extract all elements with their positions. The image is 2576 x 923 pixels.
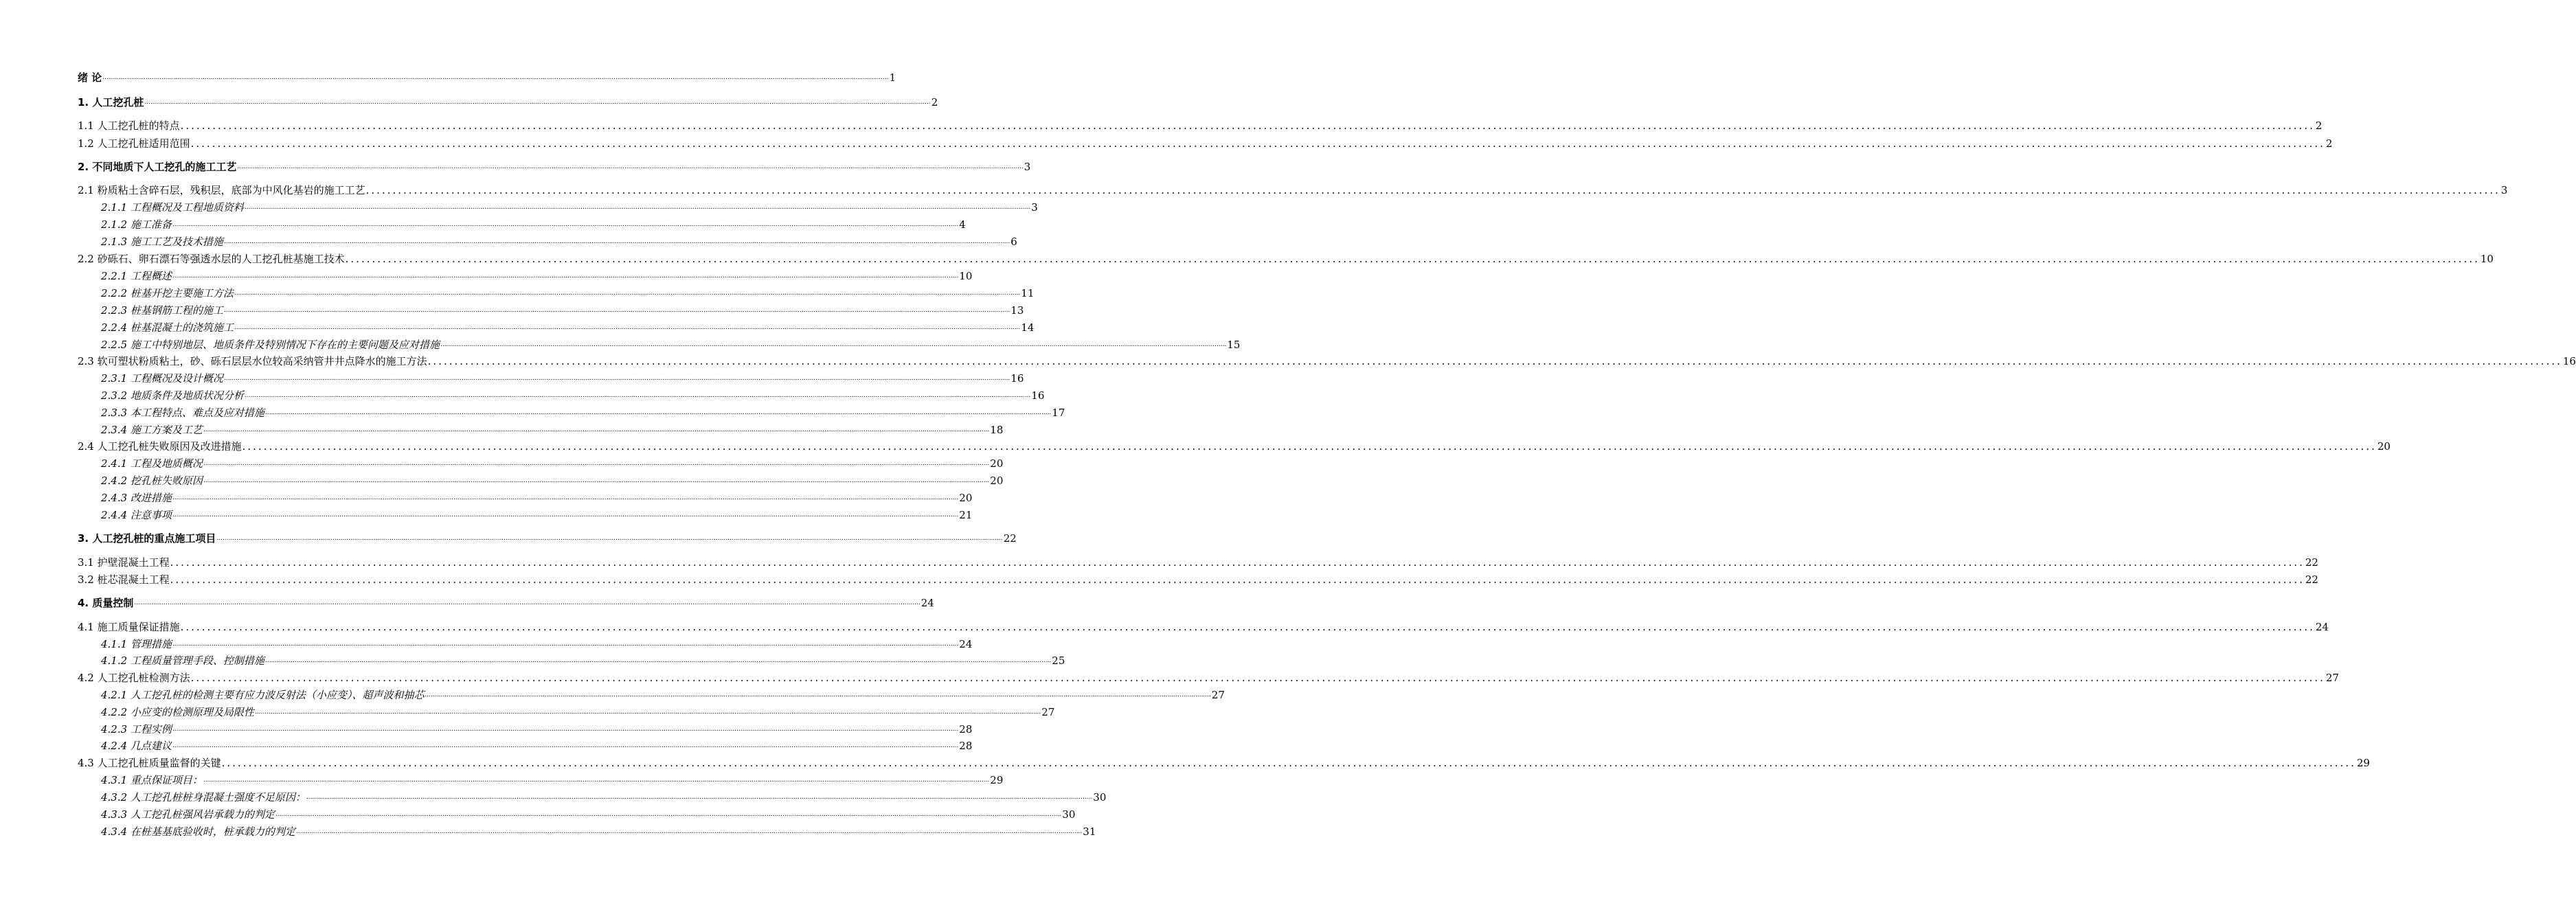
toc-page-number: 6 — [1010, 236, 1017, 248]
toc-leader-dots: ................................................................................................................................................................................................................................................................................................................................................................................................................ — [244, 392, 1031, 399]
toc-leader-dots: ................................................................................................................................................................................................................................................................................................................................................................................................................ — [345, 253, 2480, 265]
toc-entry-label: 2.4 人工挖孔桩失败原因及改进措施 — [78, 440, 242, 453]
toc-page-number: 30 — [1062, 808, 1076, 821]
toc-entry[interactable] — [101, 472, 1004, 487]
toc-page-number: 28 — [959, 723, 973, 736]
toc-entry-label: 4.2.3 工程实例 — [101, 723, 172, 736]
toc-entry[interactable] — [78, 250, 2494, 265]
toc-entry-label: 1.2 人工挖孔桩适用范围 — [78, 137, 190, 150]
toc-entry-label: 绪 论 — [78, 71, 102, 84]
toc-page-number: 24 — [2315, 621, 2329, 633]
toc-leader-dots: ................................................................................................................................................................................................................................................................................................................................................................................................................ — [180, 119, 2315, 132]
toc-page-number: 10 — [2480, 253, 2494, 265]
toc-entry-label: 3.1 护壁混凝土工程 — [78, 556, 170, 569]
toc-page-number: 28 — [959, 740, 973, 752]
toc-page-number: 2 — [2315, 119, 2323, 132]
toc-page-number: 24 — [959, 638, 973, 650]
toc-entry[interactable] — [101, 387, 1045, 402]
toc-entry-label: 2.4.1 工程及地质概况 — [101, 457, 203, 470]
toc-page-number: 1 — [889, 71, 896, 84]
toc-entry[interactable] — [101, 455, 1004, 470]
toc-entry[interactable] — [78, 669, 2339, 684]
toc-entry[interactable] — [101, 216, 966, 231]
toc-entry-label: 1.1 人工挖孔桩的特点 — [78, 119, 180, 132]
toc-page-number: 29 — [2356, 757, 2370, 769]
toc-page-number: 22 — [2305, 556, 2318, 569]
toc-page-number: 20 — [990, 475, 1004, 487]
toc-page-number: 27 — [2325, 672, 2339, 684]
toc-entry[interactable] — [78, 117, 2323, 132]
toc-entry[interactable] — [101, 720, 973, 736]
toc-entry-label: 3. 人工挖孔桩的重点施工项目 — [78, 532, 216, 545]
toc-entry[interactable] — [78, 352, 2576, 367]
toc-entry-label: 2.2 砂砾石、卵石漂石等强透水层的人工挖孔桩基施工技术 — [78, 253, 345, 265]
toc-entry-label: 2.3.2 地质条件及地质状况分析 — [101, 389, 244, 402]
toc-leader-dots: ................................................................................................................................................................................................................................................................................................................................................................................................................ — [190, 672, 2325, 684]
toc-leader-dots: ................................................................................................................................................................................................................................................................................................................................................................................................................ — [203, 477, 990, 484]
toc-entry[interactable] — [78, 754, 2370, 769]
toc-entry-label: 4.3.4 在桩基基底验收时，桩承载力的判定 — [101, 825, 295, 838]
toc-entry-label: 2.2.2 桩基开挖主要施工方法 — [101, 287, 234, 299]
toc-leader-dots: ................................................................................................................................................................................................................................................................................................................................................................................................................ — [223, 238, 1010, 245]
toc-leader-dots: ................................................................................................................................................................................................................................................................................................................................................................................................................ — [102, 74, 889, 81]
toc-entry[interactable] — [101, 267, 973, 282]
toc-page-number: 18 — [990, 424, 1004, 436]
toc-leader-dots: ................................................................................................................................................................................................................................................................................................................................................................................................................ — [264, 409, 1052, 416]
toc-entry-label: 2.1.1 工程概况及工程地质资料 — [101, 201, 244, 214]
toc-entry-label: 4.2.4 几点建议 — [101, 740, 172, 752]
toc-leader-dots: ................................................................................................................................................................................................................................................................................................................................................................................................................ — [365, 184, 2500, 196]
toc-page-number: 29 — [990, 774, 1004, 786]
toc-entry-label: 2.1.2 施工准备 — [101, 218, 172, 231]
toc-leader-dots: ................................................................................................................................................................................................................................................................................................................................................................................................................ — [440, 341, 1227, 348]
toc-entry[interactable] — [101, 319, 1035, 334]
toc-entry-label: 4.3.1 重点保证项目： — [101, 774, 203, 786]
toc-entry[interactable] — [101, 686, 1225, 701]
toc-leader-dots: ................................................................................................................................................................................................................................................................................................................................................................................................................ — [264, 657, 1052, 664]
toc-leader-dots: ................................................................................................................................................................................................................................................................................................................................................................................................................ — [172, 221, 959, 228]
toc-leader-dots: ................................................................................................................................................................................................................................................................................................................................................................................................................ — [134, 600, 920, 606]
toc-page-number: 3 — [2500, 184, 2508, 196]
toc-leader-dots: ................................................................................................................................................................................................................................................................................................................................................................................................................ — [295, 828, 1083, 835]
toc-entry[interactable] — [101, 336, 1241, 351]
toc-entry[interactable] — [78, 618, 2329, 633]
toc-entry[interactable] — [78, 135, 2333, 150]
toc-entry-label: 4.2.1 人工挖孔桩的检测主要有应力波反射法（小应变）、超声波和抽芯 — [101, 689, 425, 701]
toc-entry[interactable] — [101, 233, 1017, 248]
toc-page-number: 16 — [1031, 389, 1045, 402]
toc-page-number: 25 — [1052, 654, 1065, 667]
toc-entry-label: 4.2.2 小应变的检测原理及局限性 — [101, 706, 254, 718]
toc-entry-label: 2.2.5 施工中特别地层、地质条件及特别情况下存在的主要问题及应对措施 — [101, 339, 440, 351]
toc-leader-dots: ................................................................................................................................................................................................................................................................................................................................................................................................................ — [180, 621, 2315, 633]
toc-page-number: 10 — [959, 270, 973, 282]
toc-leader-dots: ................................................................................................................................................................................................................................................................................................................................................................................................................ — [242, 440, 2377, 453]
toc-entry-label: 2.2.1 工程概述 — [101, 270, 172, 282]
toc-page-number: 17 — [1052, 407, 1065, 419]
toc-entry-label: 2.4.3 改进措施 — [101, 492, 172, 504]
toc-leader-dots: ................................................................................................................................................................................................................................................................................................................................................................................................................ — [244, 204, 1031, 211]
toc-page-number: 14 — [1021, 321, 1035, 334]
toc-entry[interactable] — [101, 652, 1065, 667]
toc-entry[interactable] — [101, 771, 1004, 786]
toc-page-number: 2 — [931, 96, 938, 109]
toc-page-number: 13 — [1010, 304, 1024, 317]
toc-leader-dots: ................................................................................................................................................................................................................................................................................................................................................................................................................ — [223, 307, 1010, 314]
toc-page-number: 20 — [990, 457, 1004, 470]
toc-entry-label: 4. 质量控制 — [78, 597, 134, 609]
toc-entry-label: 4.1.2 工程质量管理手段、控制措施 — [101, 654, 264, 667]
toc-leader-dots: ................................................................................................................................................................................................................................................................................................................................................................................................................ — [170, 556, 2305, 569]
toc-entry[interactable] — [101, 489, 973, 504]
toc-page-number: 3 — [1031, 201, 1038, 214]
toc-entry[interactable] — [101, 788, 1107, 804]
toc-entry-label: 2.1.3 施工工艺及技术措施 — [101, 236, 223, 248]
toc-leader-dots: ................................................................................................................................................................................................................................................................................................................................................................................................................ — [170, 573, 2305, 586]
toc-entry-label: 4.3 人工挖孔桩质量监督的关键 — [78, 757, 221, 769]
toc-page-number: 16 — [1010, 372, 1024, 385]
toc-entry-label: 3.2 桩芯混凝土工程 — [78, 573, 170, 586]
toc-entry[interactable] — [78, 554, 2318, 569]
toc-entry-label: 4.1 施工质量保证措施 — [78, 621, 180, 633]
toc-leader-dots: ................................................................................................................................................................................................................................................................................................................................................................................................................ — [216, 535, 1003, 542]
toc-entry[interactable] — [101, 284, 1035, 299]
toc-page-number: 27 — [1041, 706, 1055, 718]
toc-entry[interactable] — [78, 69, 896, 84]
toc-entry[interactable] — [101, 198, 1038, 214]
toc-entry[interactable] — [78, 571, 2318, 586]
toc-entry[interactable] — [101, 369, 1024, 385]
toc-leader-dots: ................................................................................................................................................................................................................................................................................................................................................................................................................ — [425, 692, 1211, 698]
toc-leader-dots: ................................................................................................................................................................................................................................................................................................................................................................................................................ — [203, 777, 990, 784]
toc-entry[interactable] — [101, 823, 1096, 838]
toc-page-number: 24 — [920, 597, 934, 609]
toc-leader-dots: ................................................................................................................................................................................................................................................................................................................................................................................................................ — [203, 460, 990, 467]
toc-entry-label: 2. 不同地质下人工挖孔的施工工艺 — [78, 161, 237, 173]
toc-leader-dots: ................................................................................................................................................................................................................................................................................................................................................................................................................ — [172, 742, 959, 749]
toc-leader-dots: ................................................................................................................................................................................................................................................................................................................................................................................................................ — [427, 355, 2562, 367]
toc-entry-label: 2.4.4 注意事项 — [101, 509, 172, 521]
toc-entry-label: 2.2.4 桩基混凝土的浇筑施工 — [101, 321, 234, 334]
toc-leader-dots: ................................................................................................................................................................................................................................................................................................................................................................................................................ — [172, 726, 959, 733]
toc-leader-dots: ................................................................................................................................................................................................................................................................................................................................................................................................................ — [254, 709, 1041, 716]
toc-entry-label: 4.1.1 管理措施 — [101, 638, 172, 650]
toc-leader-dots: ................................................................................................................................................................................................................................................................................................................................................................................................................ — [172, 273, 959, 280]
toc-leader-dots: ................................................................................................................................................................................................................................................................................................................................................................................................................ — [221, 757, 2356, 769]
toc-leader-dots: ................................................................................................................................................................................................................................................................................................................................................................................................................ — [172, 641, 959, 648]
toc-entry-label: 2.3.1 工程概况及设计概况 — [101, 372, 223, 385]
toc-page-number: 27 — [1211, 689, 1225, 701]
toc-page-number: 31 — [1083, 825, 1096, 838]
toc-leader-dots: ................................................................................................................................................................................................................................................................................................................................................................................................................ — [144, 99, 931, 106]
toc-page-number: 30 — [1093, 791, 1107, 804]
toc-entry[interactable] — [101, 806, 1076, 821]
toc-leader-dots: ................................................................................................................................................................................................................................................................................................................................................................................................................ — [234, 290, 1021, 297]
toc-entry[interactable] — [101, 703, 1055, 718]
toc-page-number: 22 — [1003, 532, 1017, 545]
toc-leader-dots: ................................................................................................................................................................................................................................................................................................................................................................................................................ — [203, 426, 990, 433]
toc-page-number: 20 — [959, 492, 973, 504]
toc-entry-label: 4.2 人工挖孔桩检测方法 — [78, 672, 190, 684]
toc-leader-dots: ................................................................................................................................................................................................................................................................................................................................................................................................................ — [172, 512, 959, 519]
toc-page-number: 21 — [959, 509, 973, 521]
toc-entry-label: 4.3.3 人工挖孔桩强风岩承载力的判定 — [101, 808, 275, 821]
toc-leader-dots: ................................................................................................................................................................................................................................................................................................................................................................................................................ — [237, 163, 1024, 170]
toc-page-number: 4 — [959, 218, 966, 231]
toc-entry[interactable] — [101, 421, 1004, 436]
toc-entry-label: 2.3.3 本工程特点、难点及应对措施 — [101, 407, 264, 419]
toc-entry[interactable] — [101, 301, 1024, 317]
toc-page-number: 15 — [1227, 339, 1241, 351]
toc-entry-label: 2.4.2 挖孔桩失败原因 — [101, 475, 203, 487]
toc-entry-label: 2.3.4 施工方案及工艺 — [101, 424, 203, 436]
toc-entry[interactable] — [101, 506, 973, 521]
toc-leader-dots: ................................................................................................................................................................................................................................................................................................................................................................................................................ — [190, 137, 2325, 150]
toc-entry[interactable] — [78, 181, 2508, 196]
toc-page-number: 22 — [2305, 573, 2318, 586]
toc-entry[interactable] — [101, 737, 973, 752]
toc-entry[interactable] — [101, 635, 973, 650]
toc-entry[interactable] — [78, 437, 2391, 453]
toc-leader-dots: ................................................................................................................................................................................................................................................................................................................................................................................................................ — [306, 794, 1093, 801]
toc-entry[interactable] — [78, 529, 1017, 545]
toc-page-number: 16 — [2562, 355, 2576, 367]
toc-leader-dots: ................................................................................................................................................................................................................................................................................................................................................................................................................ — [234, 324, 1021, 331]
toc-entry[interactable] — [101, 404, 1065, 419]
toc-entry-label: 4.3.2 人工挖孔桩桩身混凝土强度不足原因： — [101, 791, 306, 804]
toc-page-number: 11 — [1021, 287, 1035, 299]
toc-entry[interactable] — [78, 158, 1031, 173]
toc-entry-label: 2.2.3 桩基钢筋工程的施工 — [101, 304, 223, 317]
toc-entry[interactable] — [78, 594, 934, 609]
toc-entry-label: 2.1 粉质粘土含碎石层，残积层，底部为中风化基岩的施工工艺 — [78, 184, 365, 196]
toc-leader-dots: ................................................................................................................................................................................................................................................................................................................................................................................................................ — [172, 494, 959, 501]
toc-leader-dots: ................................................................................................................................................................................................................................................................................................................................................................................................................ — [275, 811, 1062, 818]
toc-entry-label: 2.3 软可塑状粉质粘土，砂、砾石层层水位较高采纳管井井点降水的施工方法 — [78, 355, 427, 367]
toc-entry[interactable] — [78, 93, 938, 109]
toc-page-number: 2 — [2325, 137, 2333, 150]
toc-page-number: 3 — [1024, 161, 1031, 173]
toc-page-number: 20 — [2377, 440, 2391, 453]
toc-entry-label: 1. 人工挖孔桩 — [78, 96, 144, 109]
toc-leader-dots: ................................................................................................................................................................................................................................................................................................................................................................................................................ — [223, 375, 1010, 382]
